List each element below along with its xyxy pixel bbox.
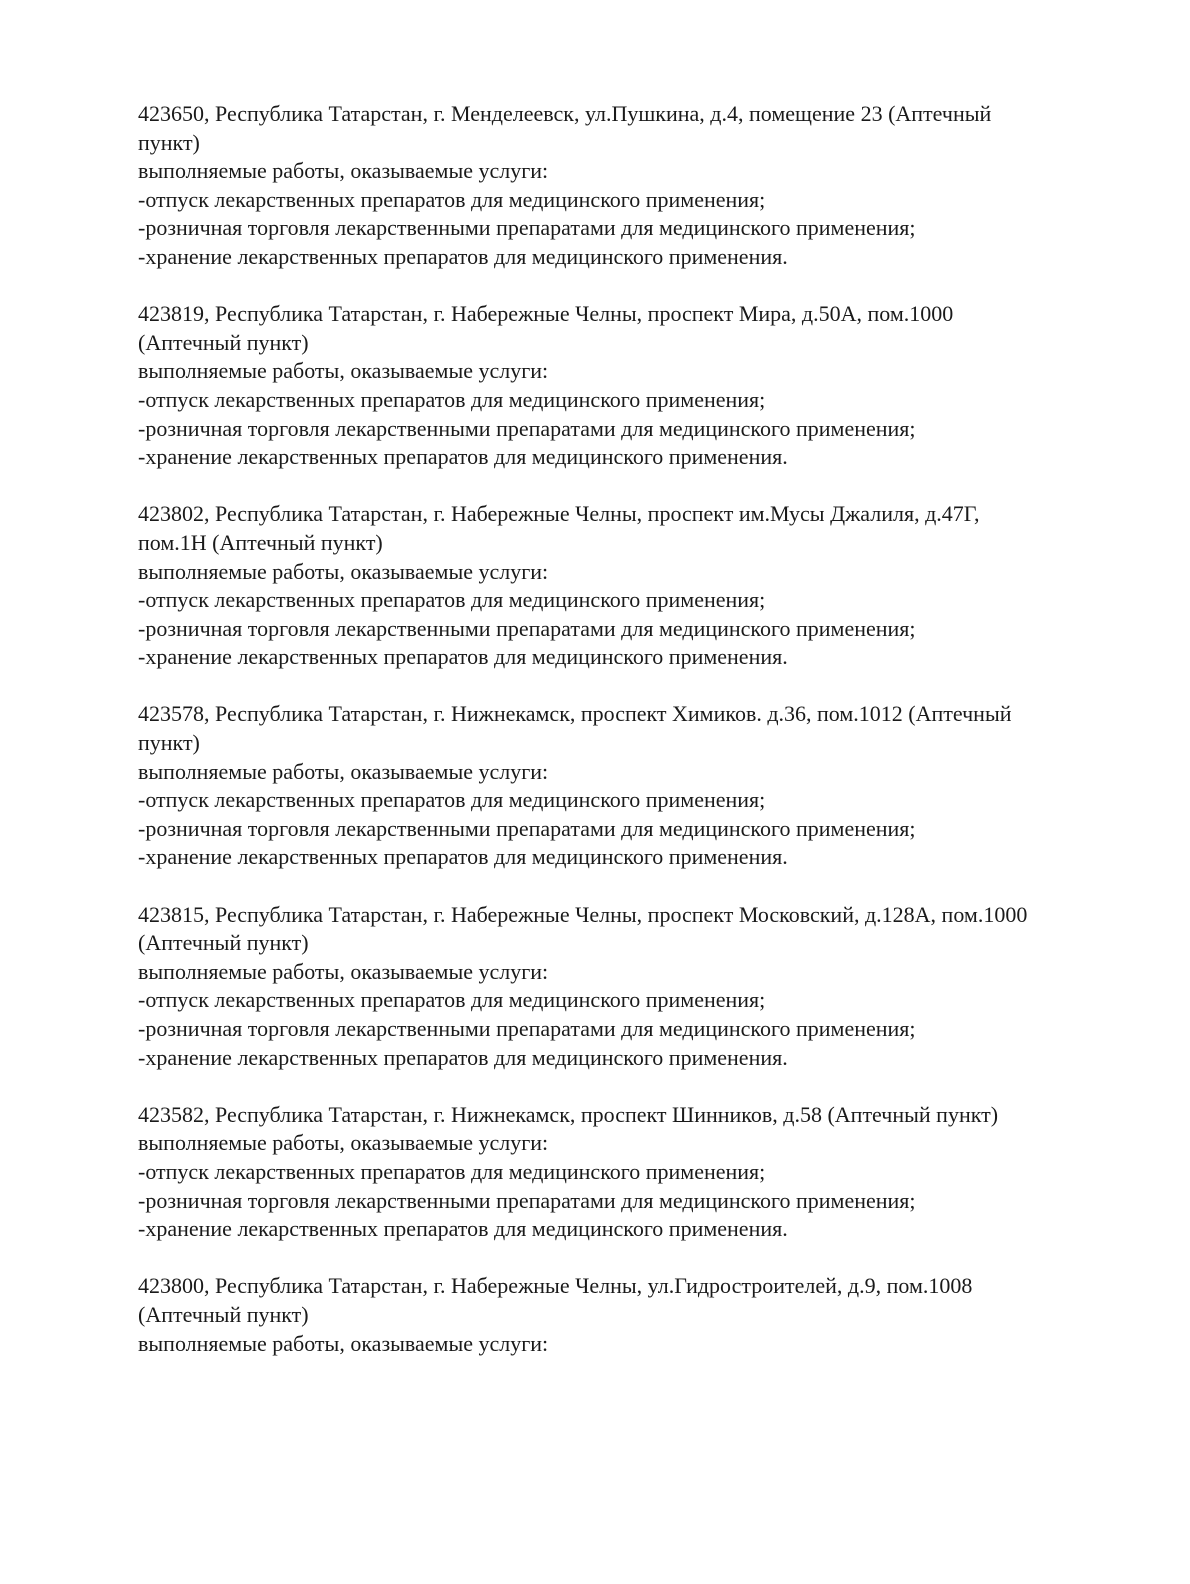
service-item: -розничная торговля лекарственными препаратами для медицинского применения;: [138, 415, 916, 441]
service-item: -хранение лекарственных препаратов для медицинского применения.: [138, 444, 788, 470]
services-heading: выполняемые работы, оказываемые услуги:: [138, 558, 549, 584]
address-line: 423582, Республика Татарстан, г. Нижнекамск, проспект Шинников, д.58 (Аптечный пункт): [138, 1101, 999, 1127]
address-line: (Аптечный пункт): [138, 1301, 309, 1327]
address-line: 423800, Республика Татарстан, г. Набережные Челны, ул.Гидростроителей, д.9, пом.1008: [138, 1273, 973, 1299]
service-item: -хранение лекарственных препаратов для медицинского применения.: [138, 644, 788, 670]
address-line: 423802, Республика Татарстан, г. Набережные Челны, проспект им.Мусы Джалиля, д.47Г,: [138, 501, 980, 527]
service-item: -хранение лекарственных препаратов для медицинского применения.: [138, 243, 788, 269]
address-line: 423815, Республика Татарстан, г. Набережные Челны, проспект Московский, д.128А, пом.1000: [138, 901, 1028, 927]
address-line: 423578, Республика Татарстан, г. Нижнекамск, проспект Химиков. д.36, пом.1012 (Аптечный: [138, 701, 1012, 727]
address-line: 423650, Республика Татарстан, г. Менделеевск, ул.Пушкина, д.4, помещение 23 (Аптечный: [138, 101, 992, 126]
service-item: -розничная торговля лекарственными препаратами для медицинского применения;: [138, 215, 916, 241]
service-item: -отпуск лекарственных препаратов для медицинского применения;: [138, 587, 766, 613]
services-heading: выполняемые работы, оказываемые услуги:: [138, 358, 549, 384]
service-item: -хранение лекарственных препаратов для медицинского применения.: [138, 1216, 788, 1242]
address-line: пом.1Н (Аптечный пункт): [138, 529, 383, 555]
service-item: -розничная торговля лекарственными препаратами для медицинского применения;: [138, 615, 916, 641]
address-line: 423819, Республика Татарстан, г. Набережные Челны, проспект Мира, д.50А, пом.1000: [138, 301, 954, 327]
services-heading: выполняемые работы, оказываемые услуги:: [138, 758, 549, 784]
services-heading: выполняемые работы, оказываемые услуги:: [138, 1130, 549, 1156]
pharmacy-entry: [138, 700, 1113, 872]
document-page: [138, 100, 1113, 1387]
service-item: -отпуск лекарственных препаратов для медицинского применения;: [138, 1158, 766, 1184]
service-item: -отпуск лекарственных препаратов для медицинского применения;: [138, 787, 766, 813]
services-heading: выполняемые работы, оказываемые услуги:: [138, 1330, 549, 1356]
service-item: -хранение лекарственных препаратов для медицинского применения.: [138, 844, 788, 870]
service-item: -отпуск лекарственных препаратов для медицинского применения;: [138, 987, 766, 1013]
address-line: (Аптечный пункт): [138, 329, 309, 355]
service-item: -розничная торговля лекарственными препаратами для медицинского применения;: [138, 1187, 916, 1213]
service-item: -розничная торговля лекарственными препаратами для медицинского применения;: [138, 1016, 916, 1041]
pharmacy-entry: [138, 1272, 1113, 1358]
service-item: -хранение лекарственных препаратов для медицинского применения.: [138, 1044, 788, 1070]
pharmacy-entry: [138, 901, 1113, 1073]
address-line: пункт): [138, 129, 200, 155]
address-line: (Аптечный пункт): [138, 930, 309, 956]
pharmacy-entry: [138, 1101, 1113, 1244]
service-item: -отпуск лекарственных препаратов для медицинского применения;: [138, 386, 766, 412]
services-heading: выполняемые работы, оказываемые услуги:: [138, 158, 549, 184]
pharmacy-entry: [138, 500, 1113, 672]
service-item: -отпуск лекарственных препаратов для медицинского применения;: [138, 186, 766, 212]
pharmacy-entry: [138, 300, 1113, 472]
pharmacy-entry: [138, 100, 1113, 272]
service-item: -розничная торговля лекарственными препаратами для медицинского применения;: [138, 815, 916, 841]
services-heading: выполняемые работы, оказываемые услуги:: [138, 958, 549, 984]
address-line: пункт): [138, 730, 200, 756]
